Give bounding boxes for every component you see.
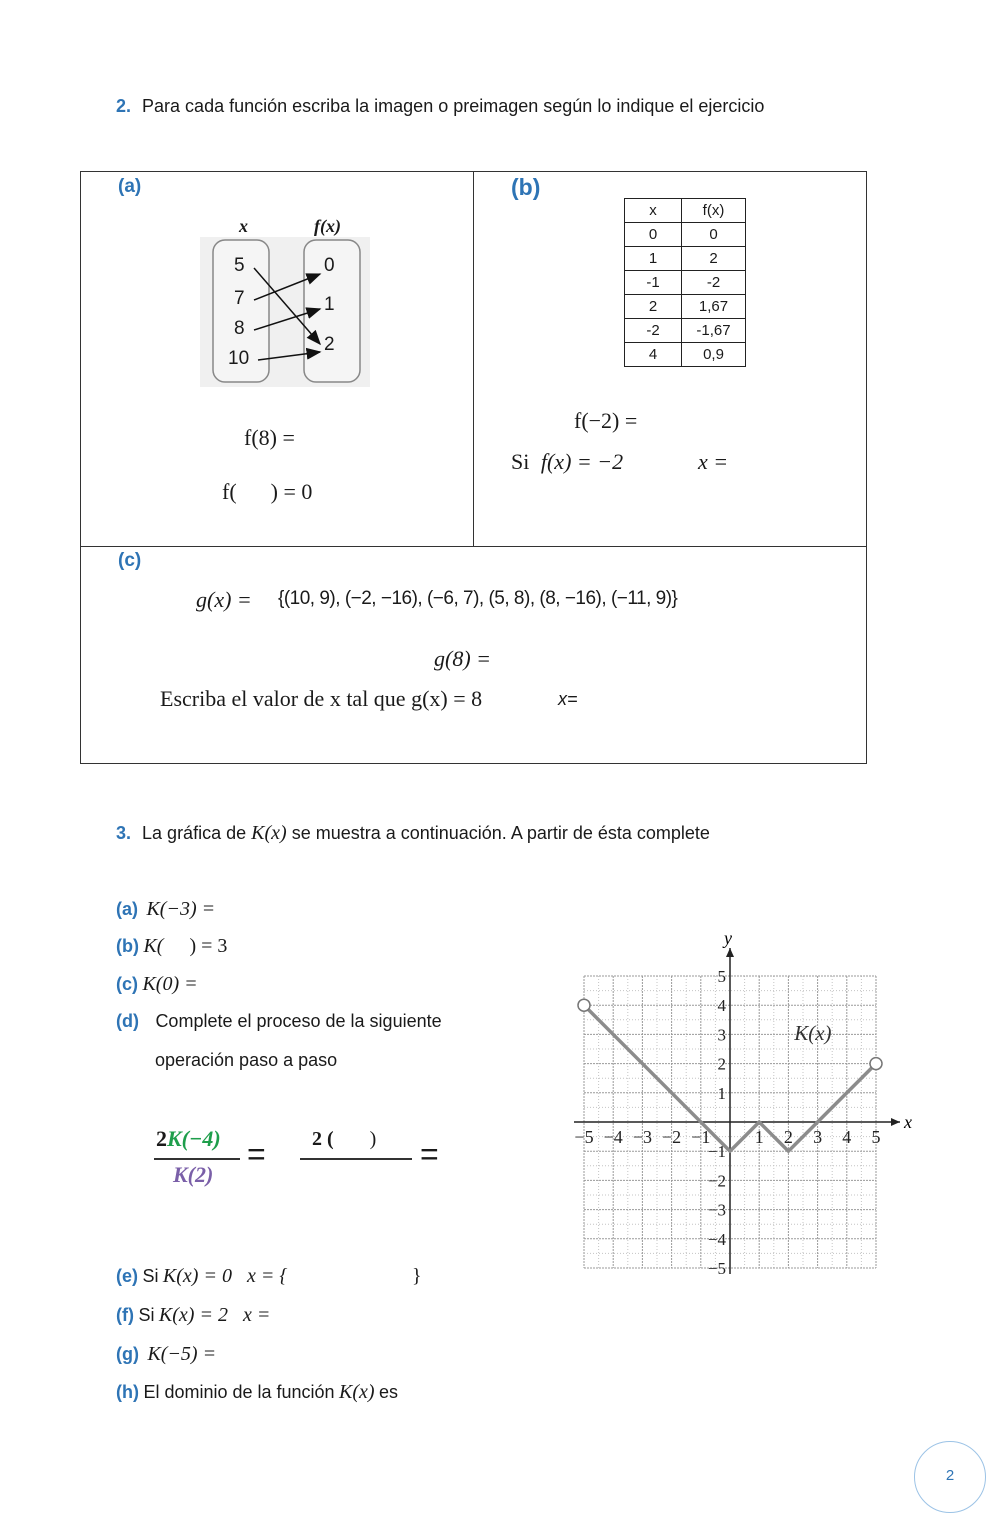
- fraction-num-k: K(−4): [167, 1126, 221, 1151]
- table-row: [625, 319, 746, 343]
- y-tick-label: 2: [717, 1054, 726, 1074]
- rhs-equals: =: [420, 1136, 439, 1172]
- q3-prompt-pre: La gráfica de: [142, 823, 247, 843]
- table-header: x: [625, 199, 682, 223]
- table-cell: 0: [682, 223, 746, 247]
- range-value: 0: [324, 255, 335, 276]
- open-endpoint: [578, 999, 590, 1011]
- q3-item-e-si: Si: [142, 1266, 159, 1286]
- q3-item-b-left: K(: [143, 935, 164, 957]
- table-row: [625, 223, 746, 247]
- x-tick-label: 4: [842, 1127, 852, 1147]
- table-row: [625, 271, 746, 295]
- q3-item-b-label: (b): [116, 936, 139, 956]
- table-row: [625, 343, 746, 367]
- table-cell: 1,67: [682, 295, 746, 319]
- q3-item-h-label: (h): [116, 1382, 139, 1402]
- q2-prompt: Para cada función escriba la imagen o preimagen según lo indique el ejercicio: [142, 96, 765, 116]
- x-tick-label: −3: [632, 1127, 652, 1147]
- x-tick-label: 2: [783, 1127, 793, 1147]
- table-cell: 2: [682, 247, 746, 271]
- q2-number: 2.: [116, 96, 132, 116]
- q3-item-d-line1: Complete el proceso de la siguiente: [155, 1011, 442, 1031]
- value-table: [624, 198, 746, 367]
- y-tick-label: 1: [717, 1083, 726, 1103]
- fraction-denominator: K(2): [173, 1162, 214, 1187]
- g-function-set: {(10, 9), (−2, −16), (−6, 7), (5, 8), (8, −16), (−11, 9)}: [278, 588, 678, 609]
- table-cell: -1: [625, 271, 682, 295]
- q3-item-c: [116, 973, 198, 996]
- q3-item-f-si: Si: [138, 1305, 155, 1325]
- domain-value: 10: [228, 348, 250, 369]
- q2-heading: [116, 96, 764, 117]
- y-tick-label: −3: [707, 1200, 726, 1220]
- q3-item-d-line2: operación paso a paso: [155, 1050, 338, 1070]
- page-number-circle: [914, 1441, 986, 1513]
- table-cell: -2: [625, 319, 682, 343]
- rhs-num-right: ): [369, 1128, 377, 1150]
- q3-item-h-text-post: es: [379, 1382, 399, 1402]
- x-tick-label: −2: [662, 1127, 682, 1147]
- x-tick-label: 5: [871, 1127, 881, 1147]
- table-row: [625, 295, 746, 319]
- q3-item-h-fn: K(x): [339, 1381, 375, 1403]
- table-cell: -2: [682, 271, 746, 295]
- x-axis-arrow: [891, 1118, 900, 1126]
- open-endpoint: [870, 1058, 882, 1070]
- table-cell: 4: [625, 343, 682, 367]
- q2c-question-2: Escriba el valor de x tal que g(x) = 8: [160, 686, 483, 711]
- y-tick-label: 4: [717, 996, 726, 1016]
- table-cell: 1: [625, 247, 682, 271]
- q2b-label: (b): [511, 174, 541, 200]
- table-cell: 0,9: [682, 343, 746, 367]
- q3-item-e-label: (e): [116, 1266, 138, 1286]
- x-tick-label: −1: [691, 1127, 711, 1147]
- x-tick-label: 3: [813, 1127, 823, 1147]
- q3-item-g-text: K(−5) =: [147, 1343, 217, 1365]
- rhs-num-left: 2 (: [312, 1128, 334, 1150]
- q3-item-g-label: (g): [116, 1344, 139, 1364]
- q3-item-h-text-pre: El dominio de la función: [143, 1382, 335, 1402]
- q2b-question-2: [511, 449, 623, 475]
- q3-item-f-expr: K(x) = 2 x =: [158, 1304, 271, 1326]
- q3-prompt-fn: K(x): [251, 822, 287, 844]
- q3-item-c-label: (c): [116, 974, 138, 994]
- fraction-bar: [154, 1158, 240, 1160]
- q3-item-f: [116, 1304, 270, 1327]
- q3-number: 3.: [116, 823, 132, 843]
- fraction-equals: =: [247, 1136, 266, 1172]
- q3-item-e-close: }: [412, 1265, 422, 1287]
- q2a-question-2: [222, 479, 312, 505]
- table-header: f(x): [682, 199, 746, 223]
- q3-item-b: [116, 935, 227, 958]
- domain-value: 8: [234, 318, 245, 339]
- table-row: [625, 247, 746, 271]
- q3-item-f-label: (f): [116, 1305, 134, 1325]
- y-tick-label: 5: [717, 967, 726, 986]
- x-tick-label: −5: [574, 1127, 594, 1147]
- table-cell: -1,67: [682, 319, 746, 343]
- x-tick-label: 1: [754, 1127, 764, 1147]
- y-tick-label: −1: [707, 1142, 726, 1162]
- q2b-answer-x[interactable]: x =: [698, 449, 729, 474]
- y-tick-label: −5: [707, 1259, 726, 1278]
- q3-item-a-label: (a): [116, 899, 138, 919]
- table-cell: 2: [625, 295, 682, 319]
- x-axis-label: x: [904, 1112, 912, 1132]
- q2a-label: (a): [118, 176, 142, 197]
- arrow-mapping-diagram: [200, 232, 370, 392]
- y-tick-label: −2: [707, 1171, 726, 1191]
- y-axis-label: y: [724, 928, 732, 948]
- q3-item-c-text: K(0) =: [142, 973, 198, 995]
- q3-item-e-expr: K(x) = 0 x = {: [162, 1265, 288, 1287]
- y-tick-label: 3: [717, 1025, 726, 1045]
- domain-value: 5: [234, 255, 245, 276]
- q2b-question-1: f(−2) =: [574, 408, 638, 433]
- q2a-q2-left: f(: [222, 479, 237, 504]
- q2b-si: Si: [511, 449, 530, 474]
- q3-item-d-label: (d): [116, 1011, 139, 1031]
- q3-item-a-text: K(−3) =: [146, 898, 216, 920]
- y-tick-label: −4: [707, 1229, 726, 1249]
- q3-prompt-post: se muestra a continuación. A partir de ésta complete: [291, 823, 710, 843]
- q3-item-e: [116, 1265, 287, 1288]
- q3-item-d: [116, 1011, 442, 1032]
- q2c-answer-x[interactable]: x=: [558, 689, 578, 709]
- q2c-question-1: g(8) =: [434, 646, 491, 671]
- fraction-num-coef: 2: [156, 1126, 167, 1151]
- q3-item-g: [116, 1343, 216, 1366]
- q2c-label: (c): [118, 550, 142, 571]
- fraction-numerator: [156, 1126, 221, 1152]
- g-function-lhs: g(x) =: [196, 587, 252, 612]
- page-number: 2: [945, 1467, 955, 1484]
- q3-item-h: [116, 1381, 398, 1404]
- q2b-expr: f(x) = −2: [540, 449, 624, 474]
- range-value: 1: [324, 294, 335, 315]
- curve-label: K(x): [794, 1021, 832, 1046]
- q3-item-b-right: ) = 3: [189, 935, 228, 957]
- mapping-header-x: x: [239, 216, 248, 236]
- q2a-q2-right: ) = 0: [270, 479, 313, 504]
- rhs-fraction-bar: [300, 1158, 412, 1160]
- k-function-graph: [560, 924, 920, 1280]
- rhs-numerator: [312, 1128, 376, 1151]
- y-axis-arrow: [726, 948, 734, 957]
- range-value: 2: [324, 334, 335, 355]
- q2a-question-1: f(8) =: [244, 425, 295, 450]
- table-cell: 0: [625, 223, 682, 247]
- x-tick-label: −4: [603, 1127, 623, 1147]
- domain-value: 7: [234, 288, 245, 309]
- q3-item-a: [116, 898, 215, 921]
- table-header-row: [625, 199, 746, 223]
- mapping-header-fx: f(x): [314, 216, 341, 236]
- q3-heading: [116, 822, 710, 845]
